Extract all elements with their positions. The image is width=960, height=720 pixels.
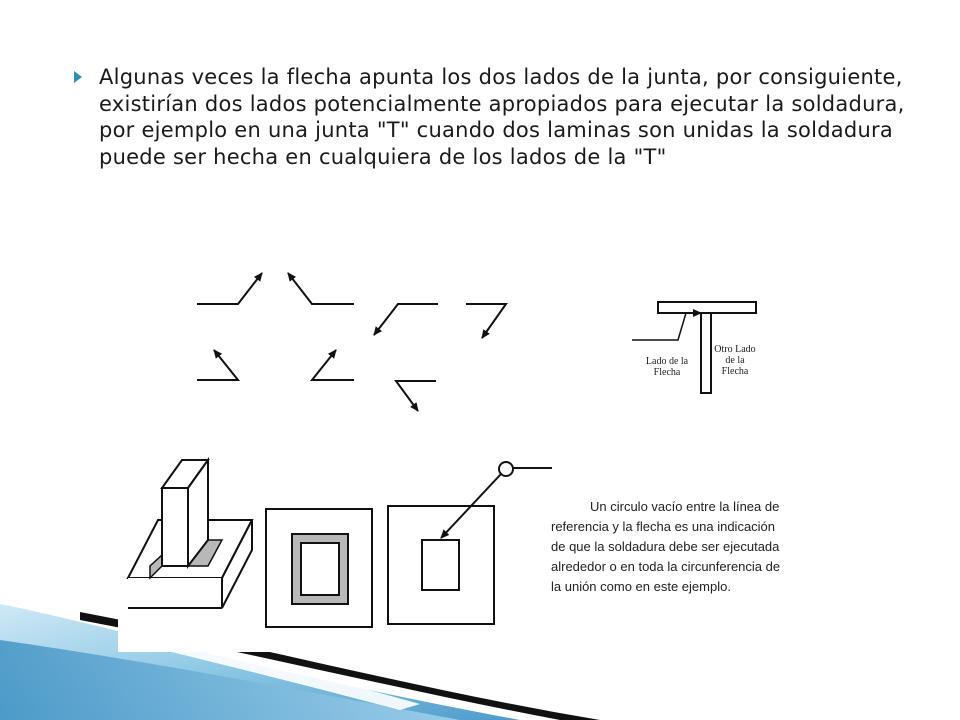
other-side-label: Otro Lado de la Flecha [714, 344, 756, 377]
arrow-symbol-4 [466, 304, 506, 338]
square-weld-all-around [266, 509, 372, 627]
arrow-symbol-6 [312, 350, 354, 380]
arrow-symbol-2 [288, 273, 354, 304]
weld-all-around-note: Un circulo vacío entre la línea de referencia y la flecha es una indicación de que la soldadura debe ser ejecutada alrededor o en toda la circunferencia de la unión como en este ejemplo. [551, 499, 781, 594]
arrow-side-label: Lado de la Flecha [645, 356, 689, 378]
arrow-symbol-3 [374, 304, 438, 335]
weld-all-around-circle [499, 462, 513, 476]
arrow-symbol-5 [197, 350, 238, 380]
t-joint-arrow-line [632, 313, 701, 340]
arrow-symbol-7 [396, 381, 436, 411]
arrow-symbols [197, 273, 506, 411]
arrow-symbol-1 [197, 273, 262, 304]
t-joint-flange [658, 302, 756, 313]
bullet-text: Algunas veces la flecha apunta los dos lados de la junta, por consiguiente, existirían dos lados potencialmente apropiados para ejecutar la soldadura, por ejemplo en una junta "T" cuando dos laminas son unidas la soldadura puede ser hecha en cualquiera de los lados de la "T" [99, 65, 905, 169]
t-joint-web [701, 313, 711, 393]
